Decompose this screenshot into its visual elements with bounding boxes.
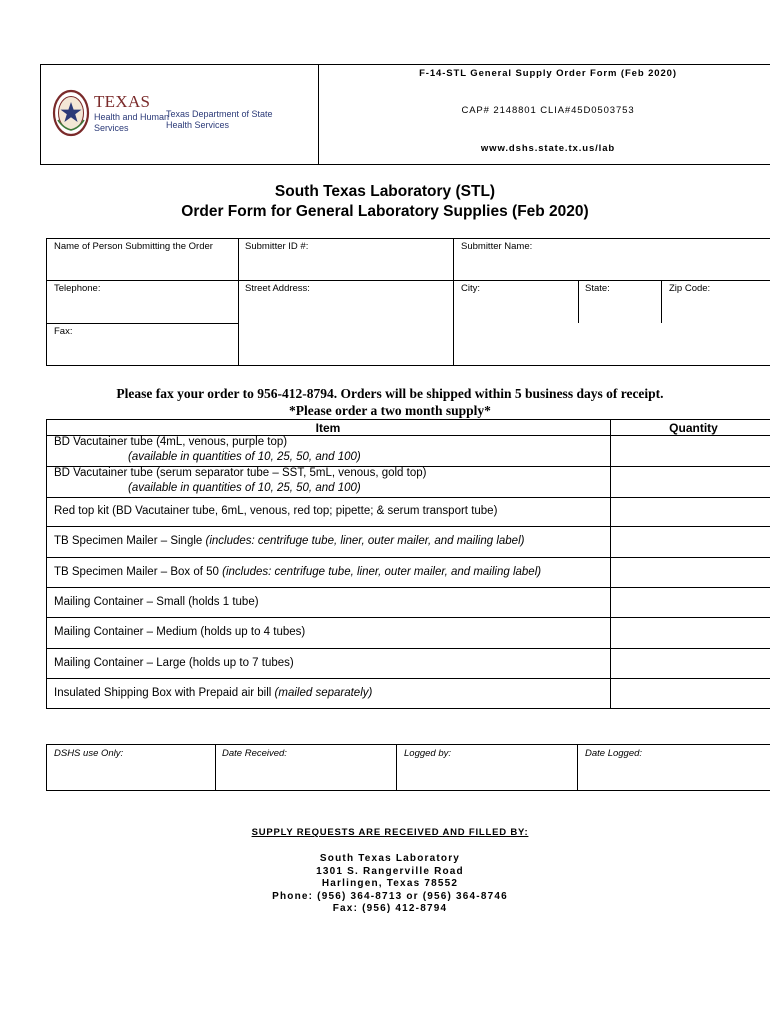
logo-hhs-line2: Services bbox=[94, 122, 129, 133]
footer-fax: Fax: (956) 412-8794 bbox=[332, 903, 448, 914]
footer-city: Harlingen, Texas 78552 bbox=[321, 878, 459, 889]
quantity-input[interactable] bbox=[612, 649, 770, 678]
state-field[interactable]: State: bbox=[585, 283, 610, 294]
grid-col-divider bbox=[578, 280, 579, 323]
grid-row-divider bbox=[46, 323, 239, 324]
footer-phone: Phone: (956) 364-8713 or (956) 364-8746 bbox=[272, 890, 508, 902]
item-row-text: Mailing Container – Small (holds 1 tube) bbox=[54, 596, 259, 608]
logo-hhs-line1: Health and Human bbox=[94, 112, 170, 122]
name-of-person-field[interactable]: Name of Person Submitting the Order bbox=[54, 241, 213, 252]
logo-texas-text: TEXAS bbox=[94, 92, 151, 111]
dshs-col-divider bbox=[215, 744, 216, 791]
quantity-input[interactable] bbox=[612, 527, 770, 557]
item-row-text bbox=[54, 535, 524, 547]
logo-dshs-text bbox=[166, 109, 273, 131]
date-logged-field[interactable]: Date Logged: bbox=[585, 748, 643, 759]
quantity-col-divider bbox=[610, 419, 611, 709]
item-row-label: Insulated Shipping Box with Prepaid air bill bbox=[54, 687, 275, 699]
submitter-name-field[interactable]: Submitter Name: bbox=[461, 241, 533, 252]
street-address-field[interactable]: Street Address: bbox=[245, 283, 310, 294]
footer-street: 1301 S. Rangerville Road bbox=[316, 865, 464, 877]
footer-address bbox=[0, 853, 770, 916]
quantity-input[interactable] bbox=[612, 588, 770, 617]
item-row-text: Mailing Container – Medium (holds up to 4 tubes) bbox=[54, 626, 306, 638]
quantity-input[interactable] bbox=[612, 467, 770, 497]
quantity-input[interactable] bbox=[612, 618, 770, 648]
cap-clia: CAP# 2148801 CLIA#45D0503753 bbox=[461, 105, 635, 116]
item-row-text: BD Vacutainer tube (serum separator tube – SST, 5mL, venous, gold top) bbox=[54, 467, 427, 479]
grid-col-divider bbox=[238, 238, 239, 366]
item-row-text bbox=[54, 687, 372, 699]
fax-instructions: Please fax your order to 956-412-8794. Orders will be shipped within 5 business days of receipt. bbox=[116, 386, 664, 401]
logged-by-field[interactable]: Logged by: bbox=[404, 748, 452, 759]
item-row-note: (includes: centrifuge tube, liner, outer mailer, and mailing label) bbox=[222, 566, 542, 578]
logo-hhs-text bbox=[94, 112, 169, 133]
item-row-text: Red top kit (BD Vacutainer tube, 6mL, venous, red top; pipette; & serum transport tube) bbox=[54, 505, 498, 517]
fax-field[interactable]: Fax: bbox=[54, 326, 73, 337]
item-row-text: BD Vacutainer tube (4mL, venous, purple top) bbox=[54, 436, 288, 448]
quantity-input[interactable] bbox=[612, 679, 770, 708]
logo-dshs-line2: Health Services bbox=[166, 120, 230, 130]
form-number: F-14-STL General Supply Order Form (Feb 2020) bbox=[419, 68, 677, 79]
zip-code-field[interactable]: Zip Code: bbox=[669, 283, 711, 294]
city-field[interactable]: City: bbox=[461, 283, 480, 294]
item-row-label: TB Specimen Mailer – Single bbox=[54, 535, 206, 547]
texas-seal-icon bbox=[52, 88, 90, 138]
grid-col-divider bbox=[661, 280, 662, 323]
submitter-id-field[interactable]: Submitter ID #: bbox=[245, 241, 309, 252]
item-row-text: Mailing Container – Large (holds up to 7 tubes) bbox=[54, 657, 294, 669]
dshs-col-divider bbox=[577, 744, 578, 791]
item-row-subtext: (available in quantities of 10, 25, 50, and 100) bbox=[128, 482, 361, 494]
item-row-note: (mailed separately) bbox=[274, 687, 373, 699]
quantity-input[interactable] bbox=[612, 436, 770, 466]
footer-heading: SUPPLY REQUESTS ARE RECEIVED AND FILLED BY: bbox=[251, 827, 529, 838]
item-row-note: (includes: centrifuge tube, liner, outer mailer, and mailing label) bbox=[205, 535, 525, 547]
quantity-column-header: Quantity bbox=[669, 421, 718, 435]
page-title: South Texas Laboratory (STL) bbox=[274, 183, 496, 200]
item-row-subtext: (available in quantities of 10, 25, 50, and 100) bbox=[128, 451, 361, 463]
dshs-use-only-label: DSHS use Only: bbox=[54, 748, 124, 759]
footer-lab-name: South Texas Laboratory bbox=[319, 853, 461, 864]
item-row-label: TB Specimen Mailer – Box of 50 bbox=[54, 566, 223, 578]
website-link[interactable]: www.dshs.state.tx.us/lab bbox=[480, 143, 616, 154]
dshs-col-divider bbox=[396, 744, 397, 791]
item-row-text bbox=[54, 566, 541, 578]
telephone-field[interactable]: Telephone: bbox=[54, 283, 101, 294]
quantity-input[interactable] bbox=[612, 558, 770, 587]
supply-note: *Please order a two month supply* bbox=[289, 403, 491, 418]
page-subtitle: Order Form for General Laboratory Supplies (Feb 2020) bbox=[181, 203, 589, 220]
quantity-input[interactable] bbox=[612, 498, 770, 526]
logo-dshs-line1: Texas Department of State bbox=[166, 109, 273, 119]
date-received-field[interactable]: Date Received: bbox=[222, 748, 287, 759]
item-column-header: Item bbox=[315, 421, 341, 435]
grid-col-divider bbox=[453, 238, 454, 366]
